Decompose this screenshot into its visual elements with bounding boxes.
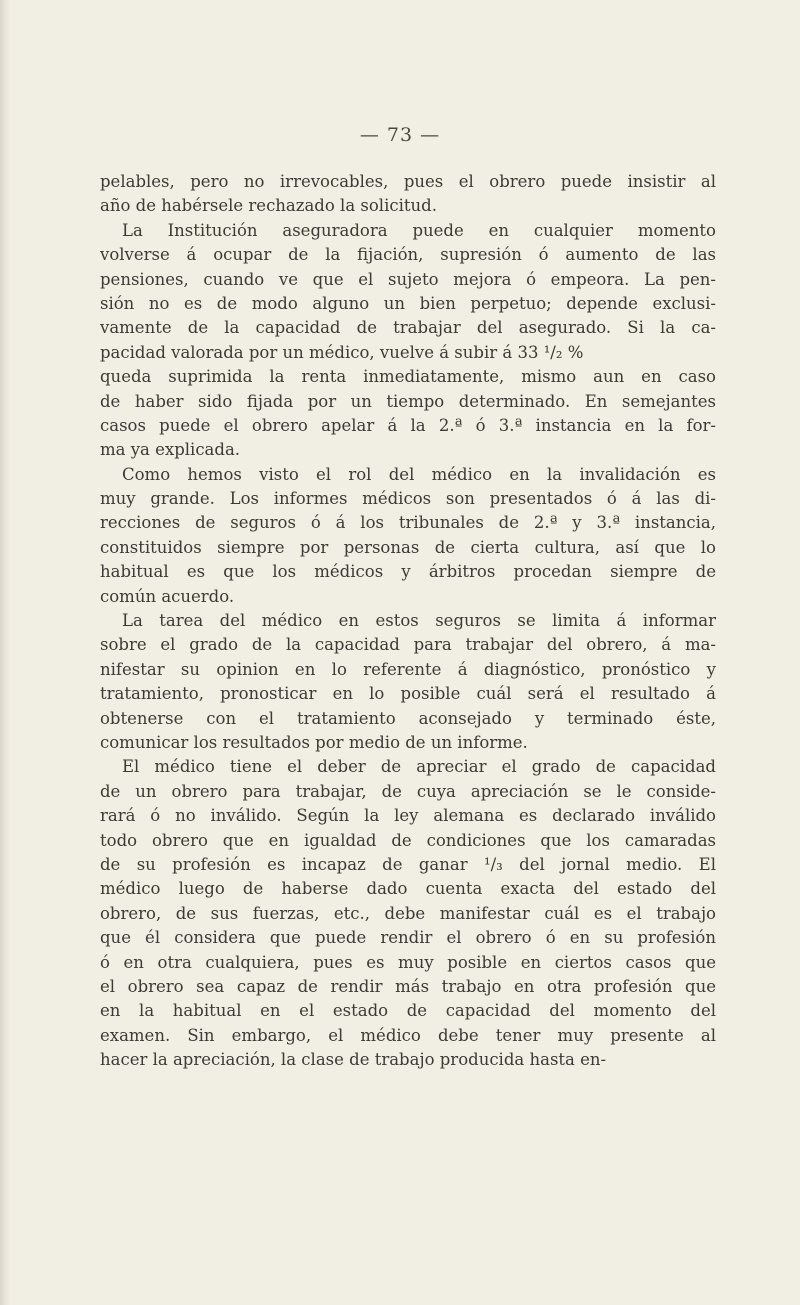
text-line: de su profesión es incapaz de ganar ¹/₃ del jornal medio. El [100,854,716,874]
text-line: ma ya explicada. [100,440,241,460]
text-line: año de habérsele rechazado la solicitud. [100,196,437,216]
text-line: Como hemos visto el rol del médico en la invalidación es [122,464,716,484]
text-line: común acuerdo. [100,586,235,606]
text-line: examen. Sin embargo, el médico debe tener muy presente al [100,1025,716,1045]
text-line: El médico tiene el deber de apreciar el grado de capacidad [122,757,716,777]
text-line: pacidad valorada por un médico, vuelve á subir á 33 ¹/₂ % [100,342,584,362]
text-line: médico luego de haberse dado cuenta exacta del estado del [100,879,716,899]
text-line: sión no es de modo alguno un bien perpetuo; depende exclusi- [100,293,716,313]
text-line: de haber sido fijada por un tiempo determinado. En semejantes [100,391,716,411]
text-line: pensiones, cuando ve que el sujeto mejora ó empeora. La pen- [100,269,716,289]
text-line: rará ó no inválido. Según la ley alemana es declarado inválido [100,806,716,826]
text-line: comunicar los resultados por medio de un informe. [100,732,528,752]
text-line: queda suprimida la renta inmediatamente, mismo aun en caso [100,367,716,387]
text-line: nifestar su opinion en lo referente á diagnóstico, pronóstico y [100,659,716,679]
text-line: volverse á ocupar de la fijación, supresión ó aumento de las [100,245,716,265]
text-line: obrero, de sus fuerzas, etc., debe manifestar cuál es el trabajo [100,903,716,923]
text-line: todo obrero que en igualdad de condiciones que los camaradas [100,830,716,850]
text-line: La tarea del médico en estos seguros se limita á informar [122,611,716,631]
body-text [100,170,716,1072]
text-line: ó en otra cualquiera, pues es muy posible en ciertos casos que [100,952,716,972]
text-line: el obrero sea capaz de rendir más trabajo en otra profesión que [100,976,716,996]
text-line: sobre el grado de la capacidad para trabajar del obrero, á ma- [100,635,716,655]
text-line: habitual es que los médicos y árbitros procedan siempre de [100,562,716,582]
text-line: casos puede el obrero apelar á la 2.ª ó 3.ª instancia en la for- [100,415,716,435]
text-line: La Institución aseguradora puede en cualquier momento [122,220,716,240]
text-line: recciones de seguros ó á los tribunales de 2.ª y 3.ª instancia, [100,513,716,533]
text-line: vamente de la capacidad de trabajar del asegurado. Si la ca- [100,318,716,338]
text-line: hacer la apreciación, la clase de trabajo producida hasta en- [100,1050,607,1070]
text-line: en la habitual en el estado de capacidad del momento del [100,1001,716,1021]
page-number: — 73 — [359,124,441,146]
text-line: muy grande. Los informes médicos son presentados ó á las di- [100,489,716,509]
text-line: que él considera que puede rendir el obrero ó en su profesión [100,928,716,948]
text-line: tratamiento, pronosticar en lo posible cuál será el resultado á [100,684,716,704]
text-line: constituidos siempre por personas de cierta cultura, así que lo [100,537,716,557]
text-line: de un obrero para trabajar, de cuya apreciación se le conside- [100,781,716,801]
text-line: obtenerse con el tratamiento aconsejado y terminado éste, [100,708,716,728]
text-line: pelables, pero no irrevocables, pues el obrero puede insistir al [100,172,716,191]
page-edge-shadow [0,0,10,1305]
